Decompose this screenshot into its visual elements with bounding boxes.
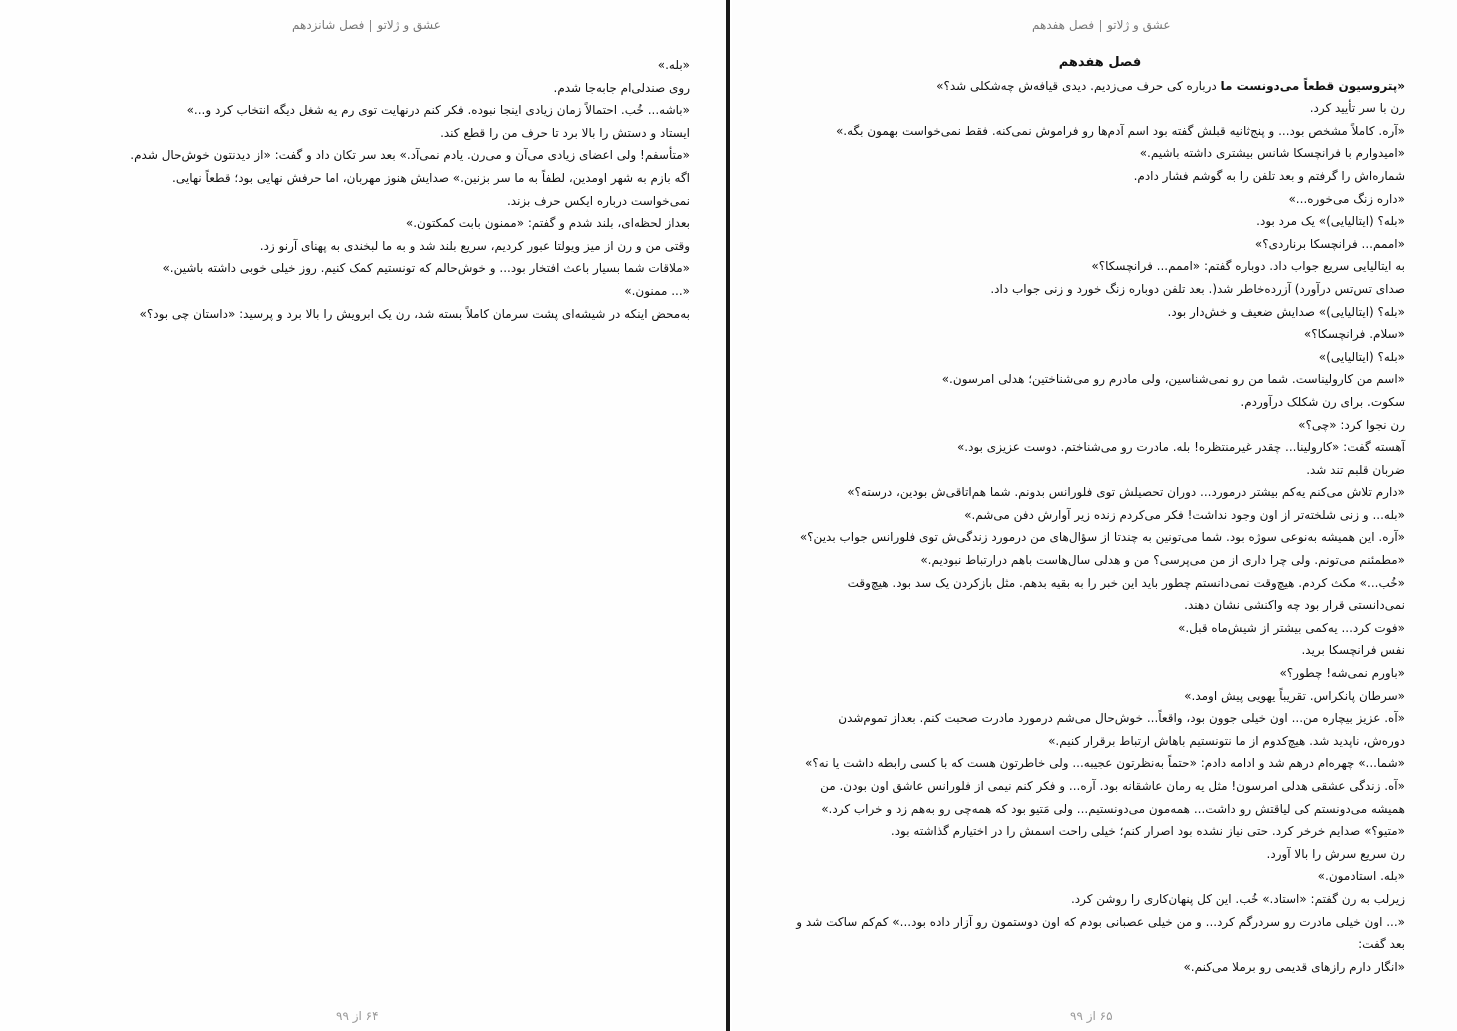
paragraph: نمی‌خواست درباره ایکس حرف بزند. — [506, 193, 690, 208]
paragraph: «مطمئنم می‌تونم. ولی چرا داری از من می‌پرسی؟ من و هدلی سال‌هاست باهم درارتباط نبودیم.» — [920, 553, 1405, 568]
paragraph: «اممم... فرانچسکا برناردی؟» — [1254, 236, 1405, 251]
paragraph: «شما...» چهره‌ام درهم شد و ادامه دادم: «حتماً به‌نظرتون عجیبه... ولی خاطرتون هست که با کسی رابطه داشت یا نه؟» — [805, 756, 1405, 771]
paragraph: «سرطان پانکراس. تقریباً یهویی پیش اومد.» — [1184, 688, 1405, 703]
paragraph: «سلام. فرانچسکا؟» — [1303, 327, 1405, 342]
paragraph: «متأسفم! ولی اعضای زیادی می‌آن و می‌رن. یادم نمی‌آد.» بعد سر تکان داد و گفت: «از دیدنتون خوش‌حال شدم. اگه بازم به شهر اومدین، لطفاً به ما سر بزنین.» صدایش هنوز مهربان، اما حرفش نهایی بود؛ قطعاً نهایی. — [130, 148, 690, 185]
paragraph: «باشه... خُب. احتمالاً زمان زیادی اینجا نبوده. فکر کنم درنهایت توی رم یه شغل دیگه انتخاب کرد و...» — [186, 103, 690, 118]
header-chapter: فصل هفدهم — [1032, 18, 1095, 32]
page-body-text — [130, 54, 690, 325]
running-header — [292, 18, 441, 32]
paragraph: «... اون خیلی مادرت رو سردرگم کرد... و من خیلی عصبانی بودم که اون دوستمون رو آزار داده بود...» کم‌کم ساکت شد و بعد گفت: — [796, 914, 1405, 952]
paragraph: «آره. این همیشه به‌نوعی سوژه بود. شما می‌تونین به چندتا از سؤال‌های من درمورد زندگی‌ش توی فلورانس جواب بدین؟» — [799, 530, 1405, 545]
lead-in-rest: درباره کی حرف می‌زدیم. دیدی قیافه‌ش چه‌شکلی شد؟» — [936, 78, 1221, 93]
paragraph: رن با سر تأیید کرد. — [1309, 101, 1405, 116]
paragraph: رن نجوا کرد: «چی؟» — [1298, 417, 1405, 432]
paragraph: وقتی من و رن از میز ویولتا عبور کردیم، سریع بلند شد و به ما لبخندی به پهنای آرنو زد. — [259, 238, 690, 253]
chapter-title: فصل هفدهم — [1058, 55, 1142, 70]
paragraph: «داره زنگ می‌خوره...» — [1288, 191, 1405, 206]
paragraph: روی صندلی‌ام جابه‌جا شدم. — [553, 80, 690, 95]
paragraph: «خُب...» مکث کردم. هیچ‌وقت نمی‌دانستم چطور باید این خبر را به بقیه بدهم. مثل بازکردن یک سد بود. هیچ‌وقت نمی‌دانستی قرار بود چه واکنشی نشان دهند. — [847, 575, 1405, 613]
header-book-title: عشق و ژلاتو — [377, 18, 441, 32]
paragraph: «آه. زندگی عشقی هدلی امرسون! مثل یه رمان عاشقانه بود. آره... و فکر کنم نیمی از فلورانس عاشق اون بودن. من همیشه می‌دونستم کی لیاقتش رو داشت... همه‌مون می‌دونستیم... ولی مَتیو بود که همه‌چی رو به‌هم زد و خراب کرد.» — [820, 779, 1405, 816]
header-separator — [370, 20, 371, 32]
paragraph: «آه. عزیز بیچاره من... اون خیلی جوون بود، واقعاً... خوش‌حال می‌شم درمورد مادرت صحبت کنم. بعداز تموم‌شدن دوره‌ش، ناپدید شد. هیچ‌کدوم از ما نتونستیم باهاش ارتباط برقرار کنیم.» — [838, 711, 1405, 748]
paragraph: ضربان قلبم تند شد. — [1306, 462, 1405, 477]
paragraph: زیرلب به رن گفتم: «استاد.» خُب. این کل پنهان‌کاری را روشن کرد. — [1070, 891, 1405, 906]
paragraph: ایستاد و دستش را بالا برد تا حرف من را قطع کند. — [440, 125, 690, 140]
paragraph — [795, 75, 1405, 98]
paragraph: «دارم تلاش می‌کنم یه‌کم بیشتر درمورد... دوران تحصیلش توی فلورانس بدونم. شما هم‌اتاقی‌ش بودین، درسته؟» — [847, 485, 1405, 500]
paragraph: «انگار دارم رازهای قدیمی رو برملا می‌کنم.» — [1183, 959, 1405, 974]
page-number: ۶۵ از ۹۹ — [1070, 1009, 1113, 1023]
paragraph: «ملاقات شما بسیار باعث افتخار بود... و خوش‌حالم که تونستیم کمک کنیم. روز خیلی خوبی داشته باشین.» — [162, 261, 690, 276]
paragraph: «... ممنون.» — [624, 283, 690, 298]
paragraph: «آره. کاملاً مشخص بود... و پنج‌ثانیه قبلش گفته بود اسم آدم‌ها رو فراموش نمی‌کنه. فقط نمی‌خواست بهمون بگه.» — [835, 123, 1405, 138]
paragraph: «بله؟ (ایتالیایی)» صدایش ضعیف و خش‌دار بود. — [1167, 304, 1405, 319]
header-separator — [1100, 20, 1101, 32]
paragraph: صدای تس‌تس درآورد) آزرده‌خاطر شد(. بعد تلفن دوباره زنگ خورد و زنی جواب داد. — [990, 281, 1405, 296]
paragraph: «اسم من کارولیناست. شما من رو نمی‌شناسین، ولی مادرم رو می‌شناختین؛ هدلی امرسون.» — [941, 372, 1405, 387]
header-chapter: فصل شانزدهم — [292, 18, 365, 32]
header-book-title: عشق و ژلاتو — [1107, 18, 1171, 32]
paragraph: به‌محض اینکه در شیشه‌ای پشت سرمان کاملاً بسته شد، رن یک ابرویش را بالا برد و پرسید: «داستان چی بود؟» — [139, 306, 690, 321]
paragraph: «متیو؟» صدایم خرخر کرد. حتی نیاز نشده بود اصرار کنم؛ خیلی راحت اسمش را در اختیارم گذاشته بود. — [890, 824, 1405, 839]
paragraph: «بله؟ (ایتالیایی)» یک مرد بود. — [1256, 214, 1405, 229]
page-number: ۶۴ از ۹۹ — [336, 1009, 379, 1023]
book-spine-divider — [726, 0, 730, 1031]
page-body-text — [795, 52, 1405, 978]
paragraph: «بله. استادمون.» — [1317, 869, 1405, 884]
paragraph: نفس فرانچسکا برید. — [1301, 643, 1405, 658]
running-header — [1032, 18, 1171, 32]
paragraph: آهسته گفت: «کارولینا... چقدر غیرمنتظره! بله. مادرت رو می‌شناختم. دوست عزیزی بود.» — [956, 440, 1405, 455]
right-page — [732, 0, 1457, 1031]
paragraph: «بله.» — [657, 58, 690, 72]
lead-in-bold: «پتروسیون قطعاً می‌دونست ما — [1220, 78, 1405, 93]
paragraph: «فوت کرد... یه‌کمی بیشتر از شیش‌ماه قبل.» — [1178, 620, 1405, 635]
paragraph: سکوت. برای رن شکلک درآوردم. — [1240, 394, 1405, 409]
paragraph: شماره‌اش را گرفتم و بعد تلفن را به گوشم فشار دادم. — [1133, 168, 1405, 183]
paragraph: «بله... و زنی شلخته‌تر از اون وجود نداشت! فکر می‌کردم زنده زیر آوارش دفن می‌شم.» — [964, 507, 1405, 522]
paragraph: «امیدوارم با فرانچسکا شانس بیشتری داشته باشیم.» — [1139, 146, 1405, 161]
paragraph: بعداز لحظه‌ای، بلند شدم و گفتم: «ممنون بابت کمکتون.» — [405, 216, 690, 231]
paragraph: به ایتالیایی سریع جواب داد. دوباره گفتم: «اممم... فرانچسکا؟» — [1091, 259, 1405, 274]
paragraph: «باورم نمی‌شه! چطور؟» — [1279, 666, 1405, 681]
paragraph: «بله؟ (ایتالیایی)» — [1318, 349, 1405, 364]
paragraph: رن سریع سرش را بالا آورد. — [1266, 846, 1405, 861]
left-page — [0, 0, 726, 1031]
